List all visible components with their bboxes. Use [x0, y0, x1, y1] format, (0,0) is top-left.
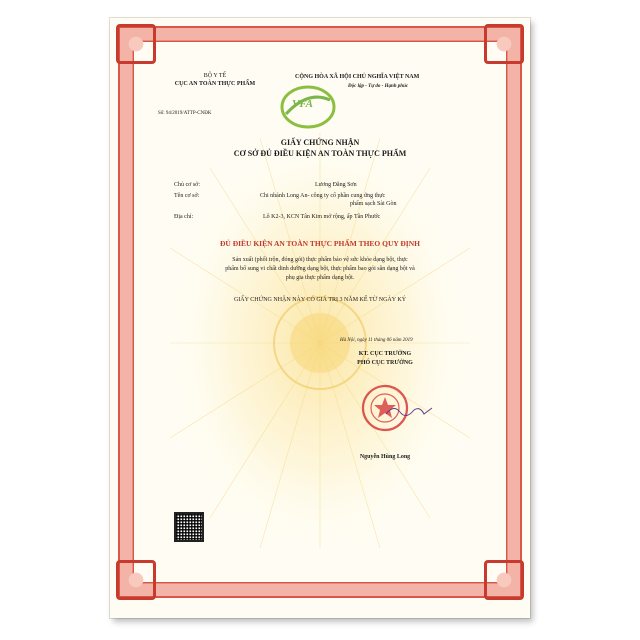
scope-line: phẩm bổ sung vi chất dinh dưỡng dạng bột, thực phẩm bao gói sẵn dạng bột và	[225, 266, 415, 272]
scope-line: Sản xuất (phối trộn, đóng gói) thực phẩm bảo vệ sức khỏe dạng bột, thực	[232, 257, 408, 263]
certificate-title: GIẤY CHỨNG NHẬN	[280, 138, 360, 147]
date-place: Hà Nội, ngày 11 tháng 06 năm 2019	[340, 338, 413, 343]
certificate-paper	[110, 18, 530, 618]
signature-scribble-icon	[384, 402, 434, 420]
national-motto: Độc lập - Tự do - Hạnh phúc	[348, 84, 409, 89]
signer-title: KT. CỤC TRƯỞNG	[358, 351, 412, 357]
field-value: Lô K2-3, KCN Tân Kim mở rộng, ấp Tân Phước	[263, 214, 381, 220]
signer-name: Nguyễn Hùng Long	[359, 454, 411, 460]
field-label: Địa chỉ:	[174, 214, 194, 220]
field-label: Chủ cơ sở:	[174, 182, 201, 188]
certificate-number: Số: 94/2019/ATTP-CNĐK	[158, 111, 212, 116]
scope-line: phụ gia thực phẩm dạng bột.	[285, 275, 355, 281]
field-value: Chi nhánh Long An- công ty cổ phần cung ứng thực	[260, 193, 386, 199]
qr-code-icon	[174, 512, 204, 542]
agency-name: CỤC AN TOÀN THỰC PHẨM	[174, 81, 256, 87]
validity-statement: GIẤY CHỨNG NHẬN NÀY CÓ GIÁ TRỊ 3 NĂM KỂ TỪ NGÀY KÝ	[233, 297, 407, 303]
field-value: Lương Đăng Sơn	[315, 182, 357, 188]
qualified-heading: ĐỦ ĐIỀU KIỆN AN TOÀN THỰC PHẨM THEO QUY ĐỊNH	[220, 239, 420, 248]
logo-text: VFA	[292, 98, 314, 110]
field-value: phẩm sạch Sài Gòn	[350, 201, 397, 207]
field-label: Tên cơ sở:	[174, 193, 200, 199]
signer-title: PHÓ CỤC TRƯỞNG	[357, 360, 413, 366]
country-name: CỘNG HÒA XÃ HỘI CHỦ NGHĨA VIỆT NAM	[295, 74, 420, 80]
certificate-subtitle: CƠ SỞ ĐỦ ĐIỀU KIỆN AN TOÀN THỰC PHẨM	[233, 149, 407, 158]
ministry-name: BỘ Y TẾ	[203, 73, 227, 79]
